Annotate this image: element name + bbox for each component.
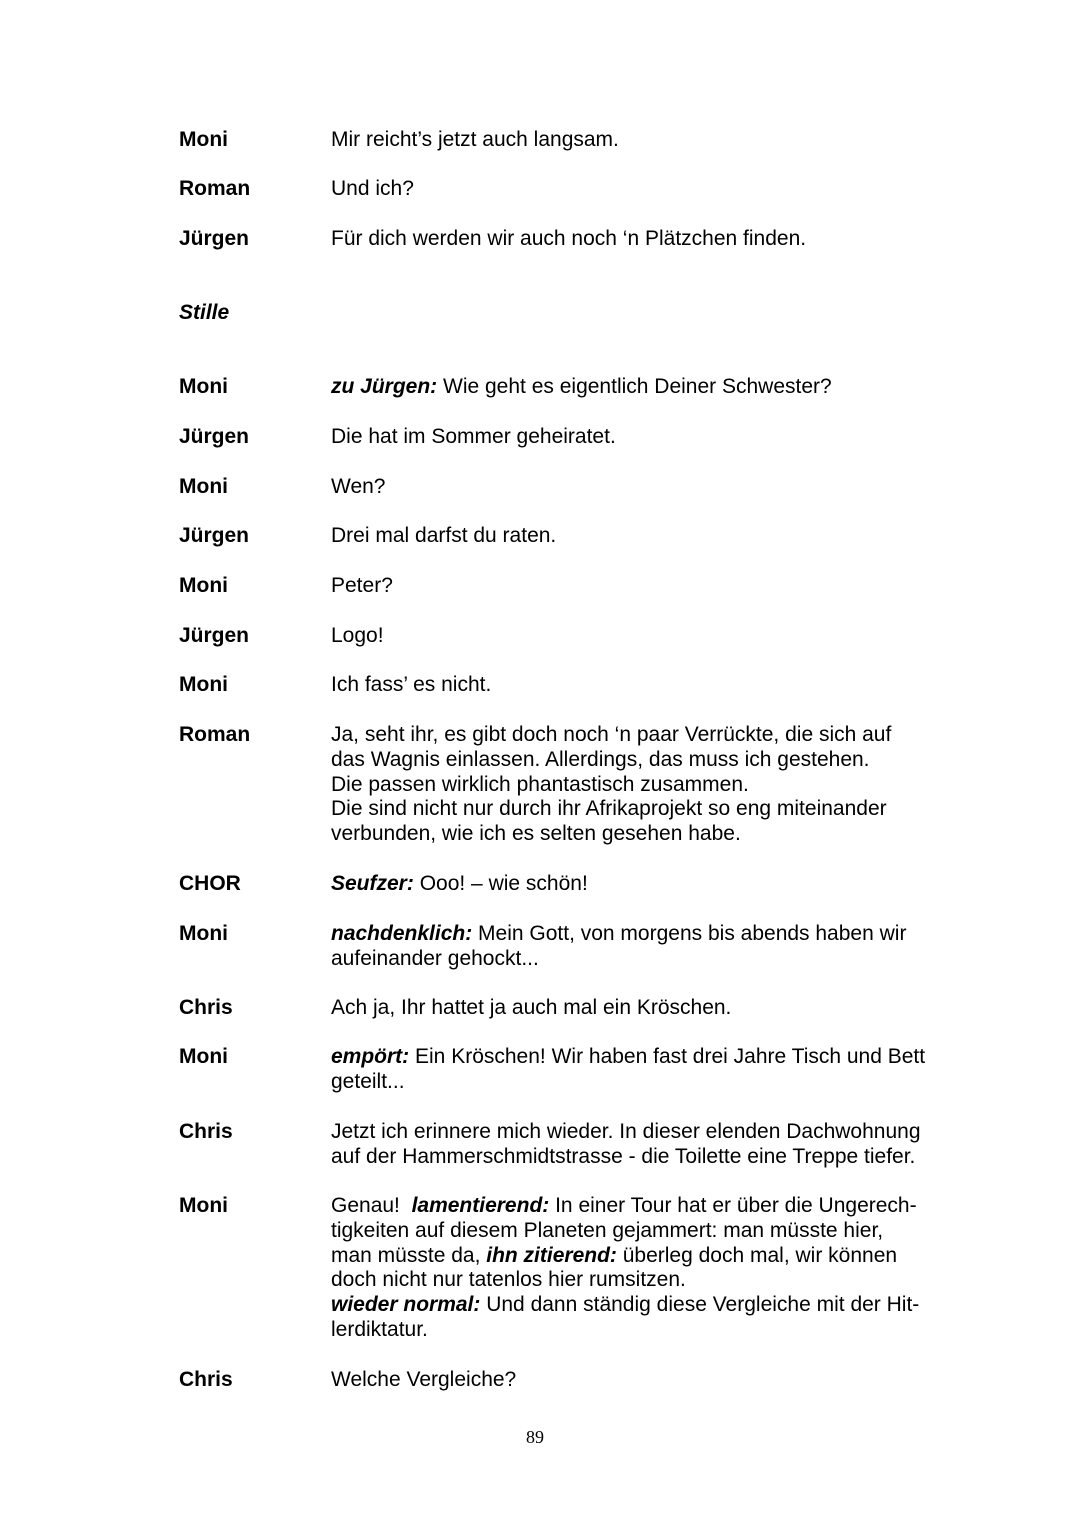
dialogue-text: [331, 872, 956, 897]
stage-direction-inline: ihn zitierend:: [486, 1243, 617, 1267]
speaker-name: Chris: [179, 996, 233, 1019]
text-line: Für dich werden wir auch noch ‘n Plätzchen finden.: [331, 227, 807, 250]
text-line: [331, 1194, 956, 1219]
text-run: In einer Tour hat er über die Ungerech-: [549, 1194, 917, 1217]
dialogue-text: [331, 475, 956, 500]
dialogue-text: [331, 128, 956, 153]
speaker-name: Chris: [179, 1368, 233, 1391]
text-run: Mein Gott, von morgens bis abends haben wir: [472, 922, 907, 945]
speaker-name: Jürgen: [179, 227, 250, 250]
dialogue-text: [331, 1368, 956, 1393]
text-line: tigkeiten auf diesem Planeten gejammert: man müsste hier,: [331, 1218, 884, 1242]
speaker-name: Moni: [179, 475, 228, 498]
speaker-name: Moni: [179, 922, 228, 945]
text-line: [331, 1244, 956, 1269]
stage-direction-inline: nachdenklich:: [331, 922, 473, 945]
text-line: Jetzt ich erinnere mich wieder. In dieser elenden Dachwohnung: [331, 1120, 921, 1143]
speaker-name: Moni: [179, 375, 228, 398]
dialogue-text: [331, 922, 956, 972]
dialogue-text: [331, 227, 956, 252]
text-line: Ja, seht ihr, es gibt doch noch ‘n paar Verrückte, die sich auf: [331, 723, 892, 746]
stage-direction-inline: Seufzer:: [331, 872, 414, 895]
text-line: geteilt...: [331, 1069, 405, 1093]
speaker-name: Jürgen: [179, 524, 250, 547]
text-run: überleg doch mal, wir können: [616, 1243, 898, 1267]
dialogue-text: [331, 375, 956, 400]
stage-direction-inline: wieder normal:: [331, 1293, 481, 1317]
text-line: Welche Vergleiche?: [331, 1368, 517, 1391]
text-line: Mir reicht’s jetzt auch langsam.: [331, 128, 619, 151]
text-line: Wen?: [331, 475, 386, 498]
speaker-name: Moni: [179, 1194, 228, 1217]
text-line: Peter?: [331, 574, 393, 597]
dialogue-text: [331, 524, 956, 549]
text-line: [331, 1045, 956, 1070]
speaker-name: Chris: [179, 1120, 233, 1143]
text-run: Und dann ständig diese Vergleiche mit der Hit-: [480, 1293, 920, 1317]
text-line: das Wagnis einlassen. Allerdings, das muss ich gestehen.: [331, 747, 870, 771]
dialogue-text: [331, 177, 956, 202]
dialogue-text: [331, 574, 956, 599]
stage-direction-inline: empört:: [331, 1045, 410, 1068]
text-line: [331, 872, 956, 897]
text-line: Die hat im Sommer geheiratet.: [331, 425, 616, 448]
text-run: Genau!: [331, 1194, 412, 1217]
text-line: [331, 922, 956, 947]
dialogue-text: [331, 1120, 956, 1170]
speaker-name: Jürgen: [179, 425, 250, 448]
text-line: Ich fass’ es nicht.: [331, 673, 492, 696]
dialogue-text: [331, 996, 956, 1021]
text-run: man müsste da,: [331, 1243, 487, 1267]
text-run: Ein Kröschen! Wir haben fast drei Jahre Tisch und Bett: [409, 1045, 926, 1068]
dialogue-text: [331, 1194, 956, 1343]
speaker-name: Moni: [179, 673, 228, 696]
text-line: verbunden, wie ich es selten gesehen habe.: [331, 822, 741, 846]
text-run: Ooo! – wie schön!: [413, 872, 588, 895]
dialogue-text: [331, 425, 956, 450]
speaker-name: Jürgen: [179, 624, 250, 647]
text-line: Die sind nicht nur durch ihr Afrikaprojekt so eng miteinander: [331, 797, 887, 821]
text-line: Und ich?: [331, 177, 414, 200]
stage-direction-inline: lamentierend:: [411, 1194, 550, 1217]
stage-direction-inline: zu Jürgen:: [331, 375, 438, 398]
dialogue-text: [331, 1045, 956, 1095]
dialogue-text: [331, 673, 956, 698]
dialogue-text: [331, 624, 956, 649]
speaker-name: Roman: [179, 723, 251, 746]
speaker-name: CHOR: [179, 872, 241, 895]
speaker-name: Roman: [179, 177, 251, 200]
text-line: [331, 1293, 956, 1318]
text-line: doch nicht nur tatenlos hier rumsitzen.: [331, 1268, 686, 1292]
dialogue-text: [331, 723, 956, 847]
text-line: Logo!: [331, 624, 384, 647]
text-line: auf der Hammerschmidtstrasse - die Toilette eine Treppe tiefer.: [331, 1144, 916, 1168]
stage-direction: Stille: [179, 301, 230, 324]
speaker-name: Moni: [179, 1045, 228, 1068]
text-line: lerdiktatur.: [331, 1317, 428, 1341]
text-line: aufeinander gehockt...: [331, 946, 539, 970]
page-number: 89: [526, 1427, 544, 1447]
text-run: Wie geht es eigentlich Deiner Schwester?: [437, 375, 832, 398]
text-line: Ach ja, Ihr hattet ja auch mal ein Kröschen.: [331, 996, 732, 1019]
text-line: [331, 375, 956, 400]
speaker-name: Moni: [179, 574, 228, 597]
text-line: Die passen wirklich phantastisch zusammen.: [331, 772, 749, 796]
speaker-name: Moni: [179, 128, 228, 151]
text-line: Drei mal darfst du raten.: [331, 524, 557, 547]
